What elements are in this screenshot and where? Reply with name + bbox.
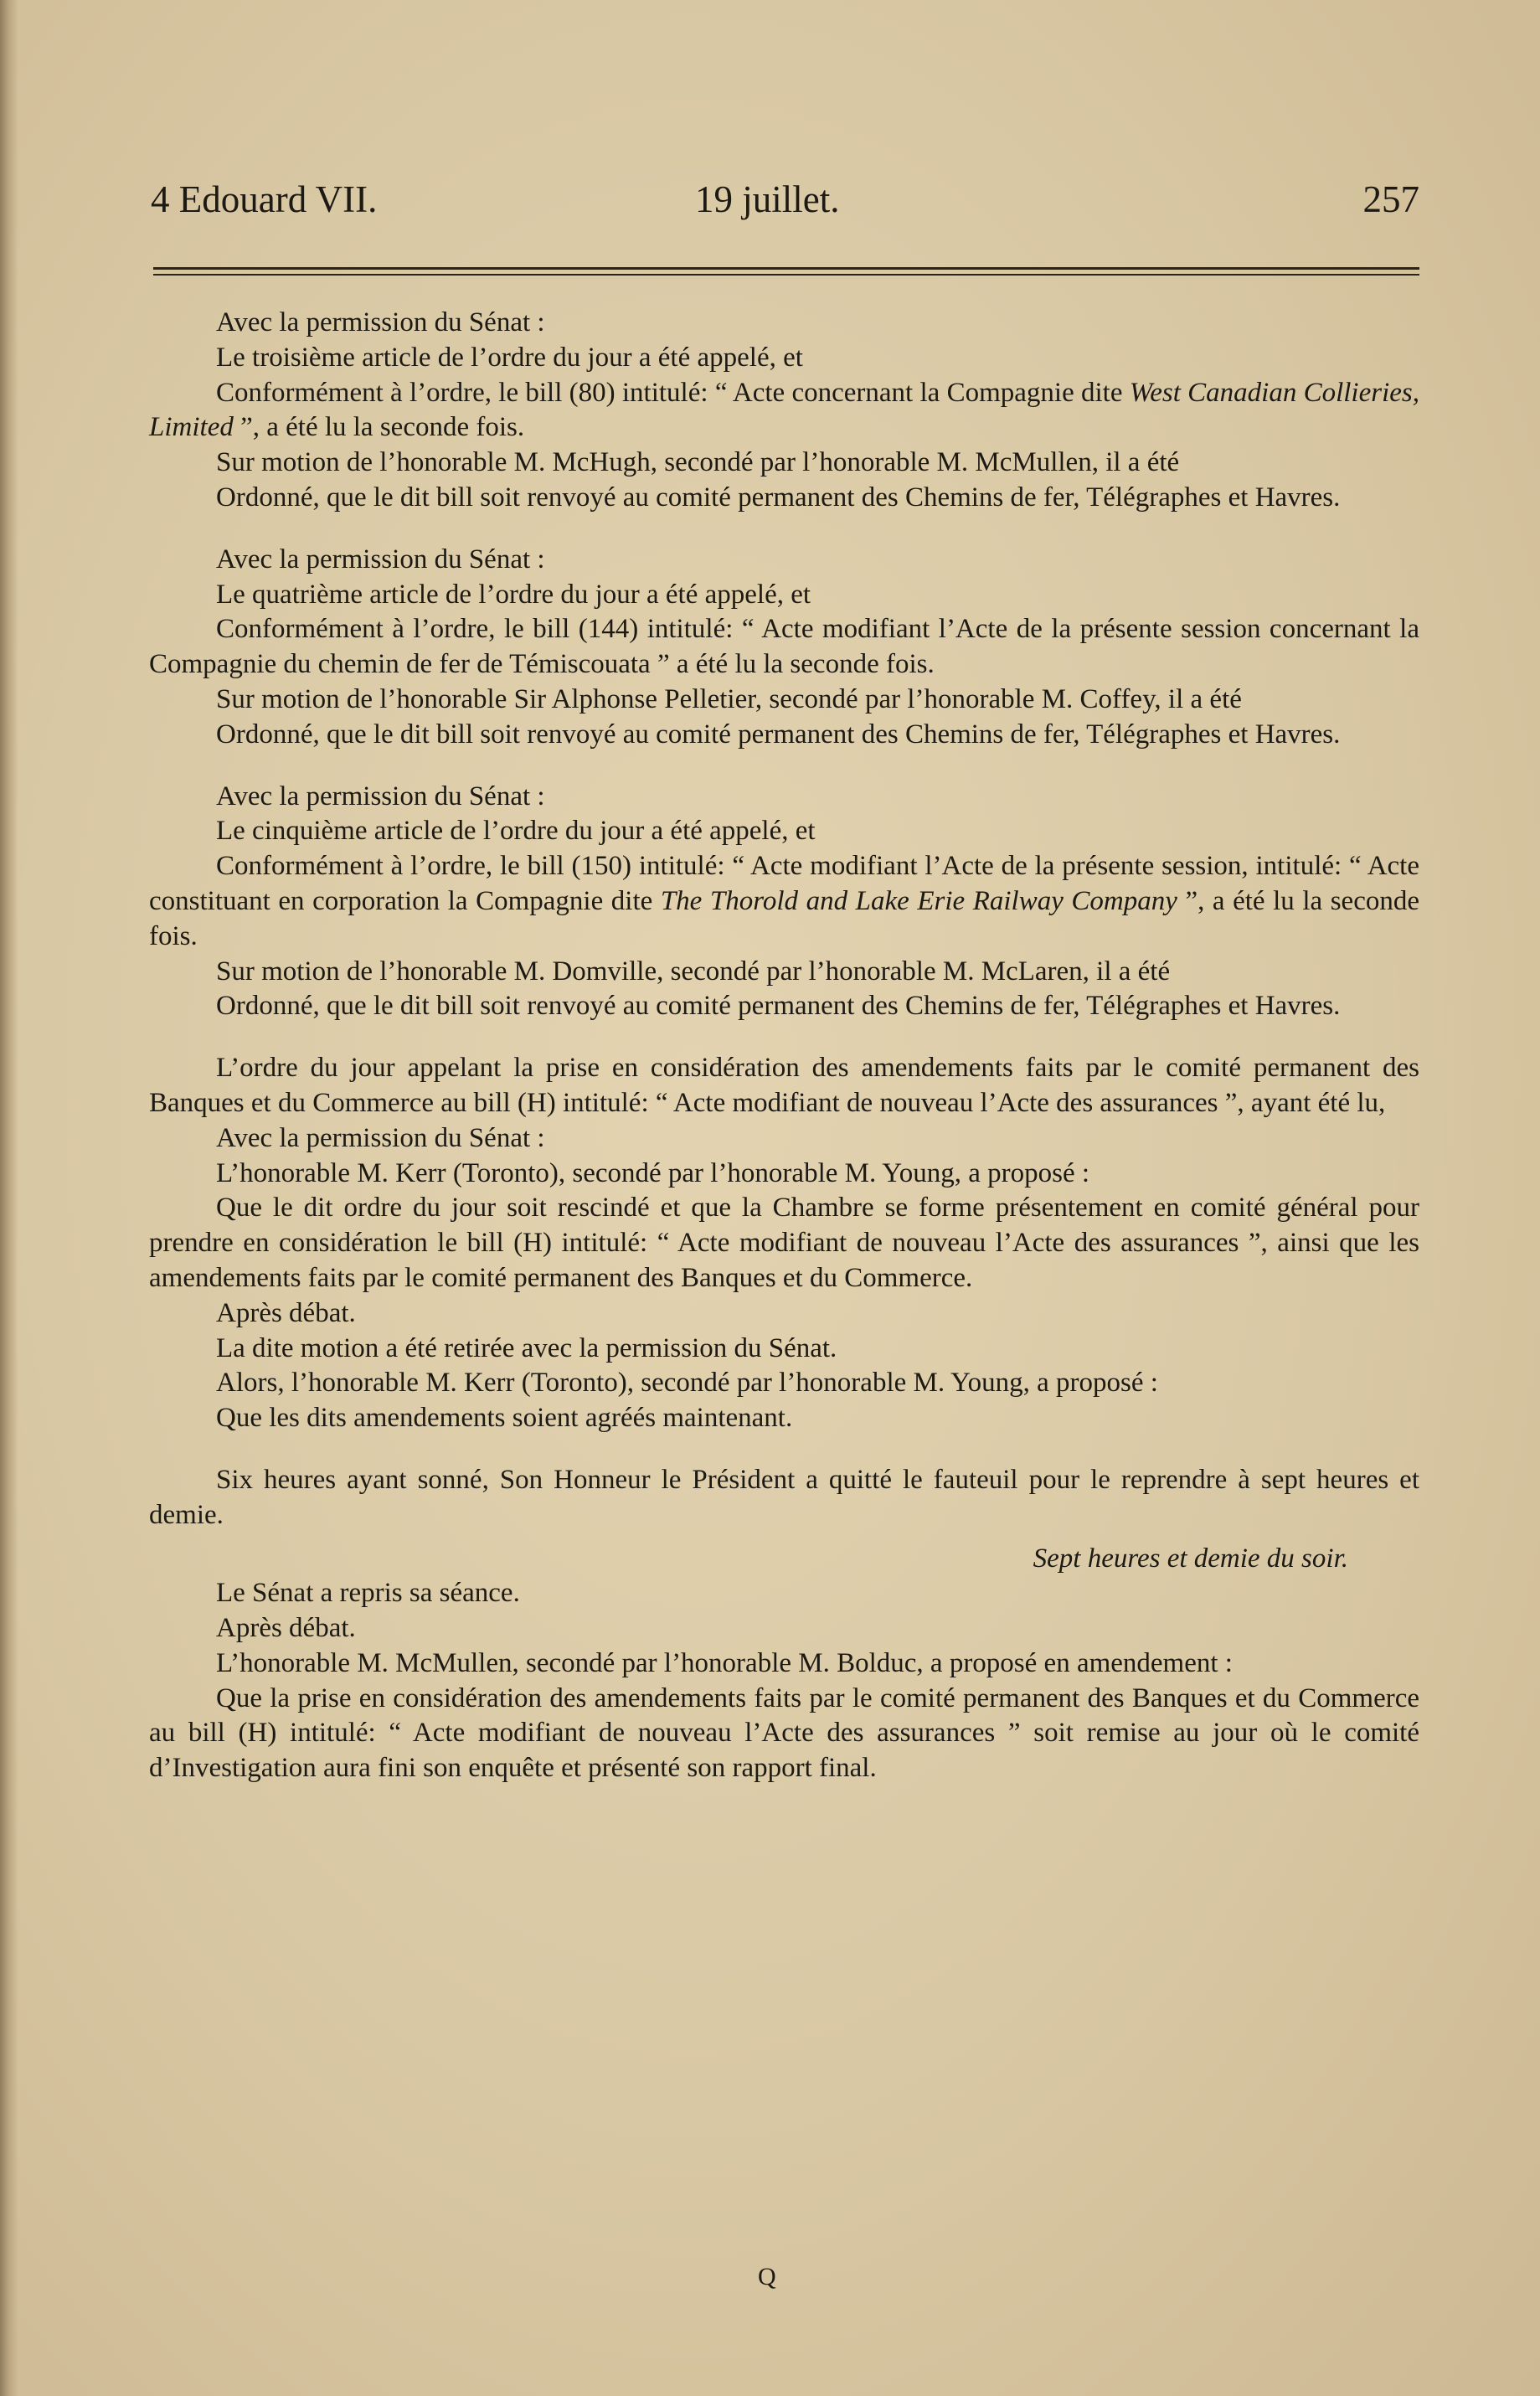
paragraph [149, 1611, 1419, 1646]
paragraph [149, 1646, 1419, 1682]
paragraph-text: Ordonné, que le dit bill soit renvoyé au comité permanent des Chemins de fer, Télégraphes et Havres. [216, 482, 1341, 513]
paragraph [149, 543, 1419, 578]
paragraph [149, 955, 1419, 990]
header-rule-bottom [153, 274, 1419, 276]
paragraph-text: Ordonné, que le dit bill soit renvoyé au comité permanent des Chemins de fer, Télégraphes et Havres. [216, 991, 1341, 1022]
paragraph-text: La dite motion a été retirée avec la permission du Sénat. [216, 1332, 837, 1363]
paragraph-text: Alors, l’honorable M. Kerr (Toronto), secondé par l’honorable M. Young, a proposé : [216, 1368, 1158, 1399]
paragraph-text: Sur motion de l’honorable M. McHugh, secondé par l’honorable M. McMullen, il a été [216, 447, 1180, 478]
paragraph [149, 1051, 1419, 1121]
paragraph [149, 341, 1419, 376]
paragraph [149, 1157, 1419, 1192]
paragraph-text: Avec la permission du Sénat : [216, 544, 545, 575]
paragraph-text: L’honorable M. Kerr (Toronto), secondé par l’honorable M. Young, a proposé : [216, 1157, 1090, 1188]
header-regnal-year: 4 Edouard VII. [151, 178, 378, 220]
paragraph-text: L’honorable M. McMullen, secondé par l’honorable M. Bolduc, a proposé en amendement : [216, 1647, 1233, 1678]
binding-edge [0, 0, 18, 2396]
paragraph [149, 481, 1419, 516]
paragraph-text: Que les dits amendements soient agréés maintenant. [216, 1403, 793, 1434]
paragraph [149, 1332, 1419, 1367]
paragraph [149, 849, 1419, 954]
paragraph [149, 578, 1419, 613]
paragraph-text: Avec la permission du Sénat : [216, 1122, 545, 1153]
italic-name: The Thorold and Lake Erie Railway Company [660, 885, 1177, 916]
paragraph-text: Conformément à l’ordre, le bill (80) intitulé: “ Acte concernant la Compagnie dite [216, 377, 1130, 408]
paragraph [149, 306, 1419, 341]
paragraph-text: Sur motion de l’honorable M. Domville, secondé par l’honorable M. McLaren, il a été [216, 956, 1171, 987]
paragraph-text: Avec la permission du Sénat : [216, 781, 545, 812]
paragraph [149, 1121, 1419, 1157]
header-date: 19 juillet. [695, 178, 840, 220]
page-number: 257 [1362, 178, 1419, 220]
paragraph [149, 1463, 1419, 1533]
header-rule-top [153, 267, 1419, 270]
paragraph [149, 718, 1419, 753]
paragraph-text: Le Sénat a repris sa séance. [216, 1578, 520, 1609]
paragraph-text: Après débat. [216, 1613, 356, 1644]
paragraph-text: Sur motion de l’honorable Sir Alphonse Pelletier, secondé par l’honorable M. Coffey, il a été [216, 683, 1242, 714]
paragraph-text: Six heures ayant sonné, Son Honneur le Président a quitté le fauteuil pour le reprendre à sept heures et demie. [149, 1464, 1419, 1530]
paragraph-text: Sept heures et demie du soir. [1033, 1543, 1348, 1574]
paragraph-text: Le troisième article de l’ordre du jour a été appelé, et [216, 342, 803, 373]
paragraph [149, 376, 1419, 446]
paragraph [149, 780, 1419, 815]
paragraph [149, 446, 1419, 481]
paragraph [149, 683, 1419, 718]
paragraph [149, 1401, 1419, 1436]
paragraph-text: L’ordre du jour appelant la prise en considération des amendements faits par le comité permanent des Banques et du Commerce au bill (H) intitulé: “ Acte modifiant de nouveau l’Acte des assurances ”, ayant été lu, [149, 1053, 1419, 1118]
paragraph-text: Avec la permission du Sénat : [216, 307, 545, 338]
paragraph-text: Conformément à l’ordre, le bill (150) intitulé: “ Acte modifiant l’Acte de la présente session, intitulé: “ Acte constituant en corporation la Compagnie dite [149, 851, 1419, 916]
paragraph-text: ”, a été lu la seconde fois. [149, 885, 1419, 951]
signature-mark: Q [758, 2263, 776, 2290]
paragraph-text: Le quatrième article de l’ordre du jour a été appelé, et [216, 579, 811, 610]
paragraph-text: ”, a été lu la seconde fois. [233, 412, 525, 443]
session-time-note [149, 1542, 1419, 1577]
paragraph [149, 612, 1419, 683]
paragraph [149, 1682, 1419, 1786]
italic-name: West Canadian Collieries, Limited [149, 377, 1419, 443]
paragraph-text: Que la prise en considération des amendements faits par le comité permanent des Banques et du Commerce au bill (H) intitulé: “ Acte modifiant de nouveau l’Acte des assurances ” soit remise au jour où le comité d’Investigation aura fini son enquête et présenté son rapport final. [149, 1682, 1419, 1784]
paragraph-text: Que le dit ordre du jour soit rescindé et que la Chambre se forme présentement en comité général pour prendre en considération le bill (H) intitulé: “ Acte modifiant de nouveau l’Acte des assurances ”, ainsi que les amendements faits par le comité permanent des Banques et du Commerce. [149, 1193, 1419, 1293]
paragraph [149, 1296, 1419, 1332]
paragraph [149, 1576, 1419, 1611]
paragraph-text: Après débat. [216, 1297, 356, 1328]
paragraph [149, 1191, 1419, 1296]
paragraph-text: Le cinquième article de l’ordre du jour a été appelé, et [216, 816, 816, 847]
body-text [149, 306, 1419, 1786]
running-header [151, 178, 1419, 228]
paragraph [149, 814, 1419, 849]
paragraph-text: Ordonné, que le dit bill soit renvoyé au comité permanent des Chemins de fer, Télégraphes et Havres. [216, 719, 1341, 750]
paragraph [149, 1366, 1419, 1401]
paragraph-text: Conformément à l’ordre, le bill (144) intitulé: “ Acte modifiant l’Acte de la présente session concernant la Compagnie du chemin de fer de Témiscouata ” a été lu la seconde fois. [149, 614, 1419, 680]
paragraph [149, 989, 1419, 1024]
